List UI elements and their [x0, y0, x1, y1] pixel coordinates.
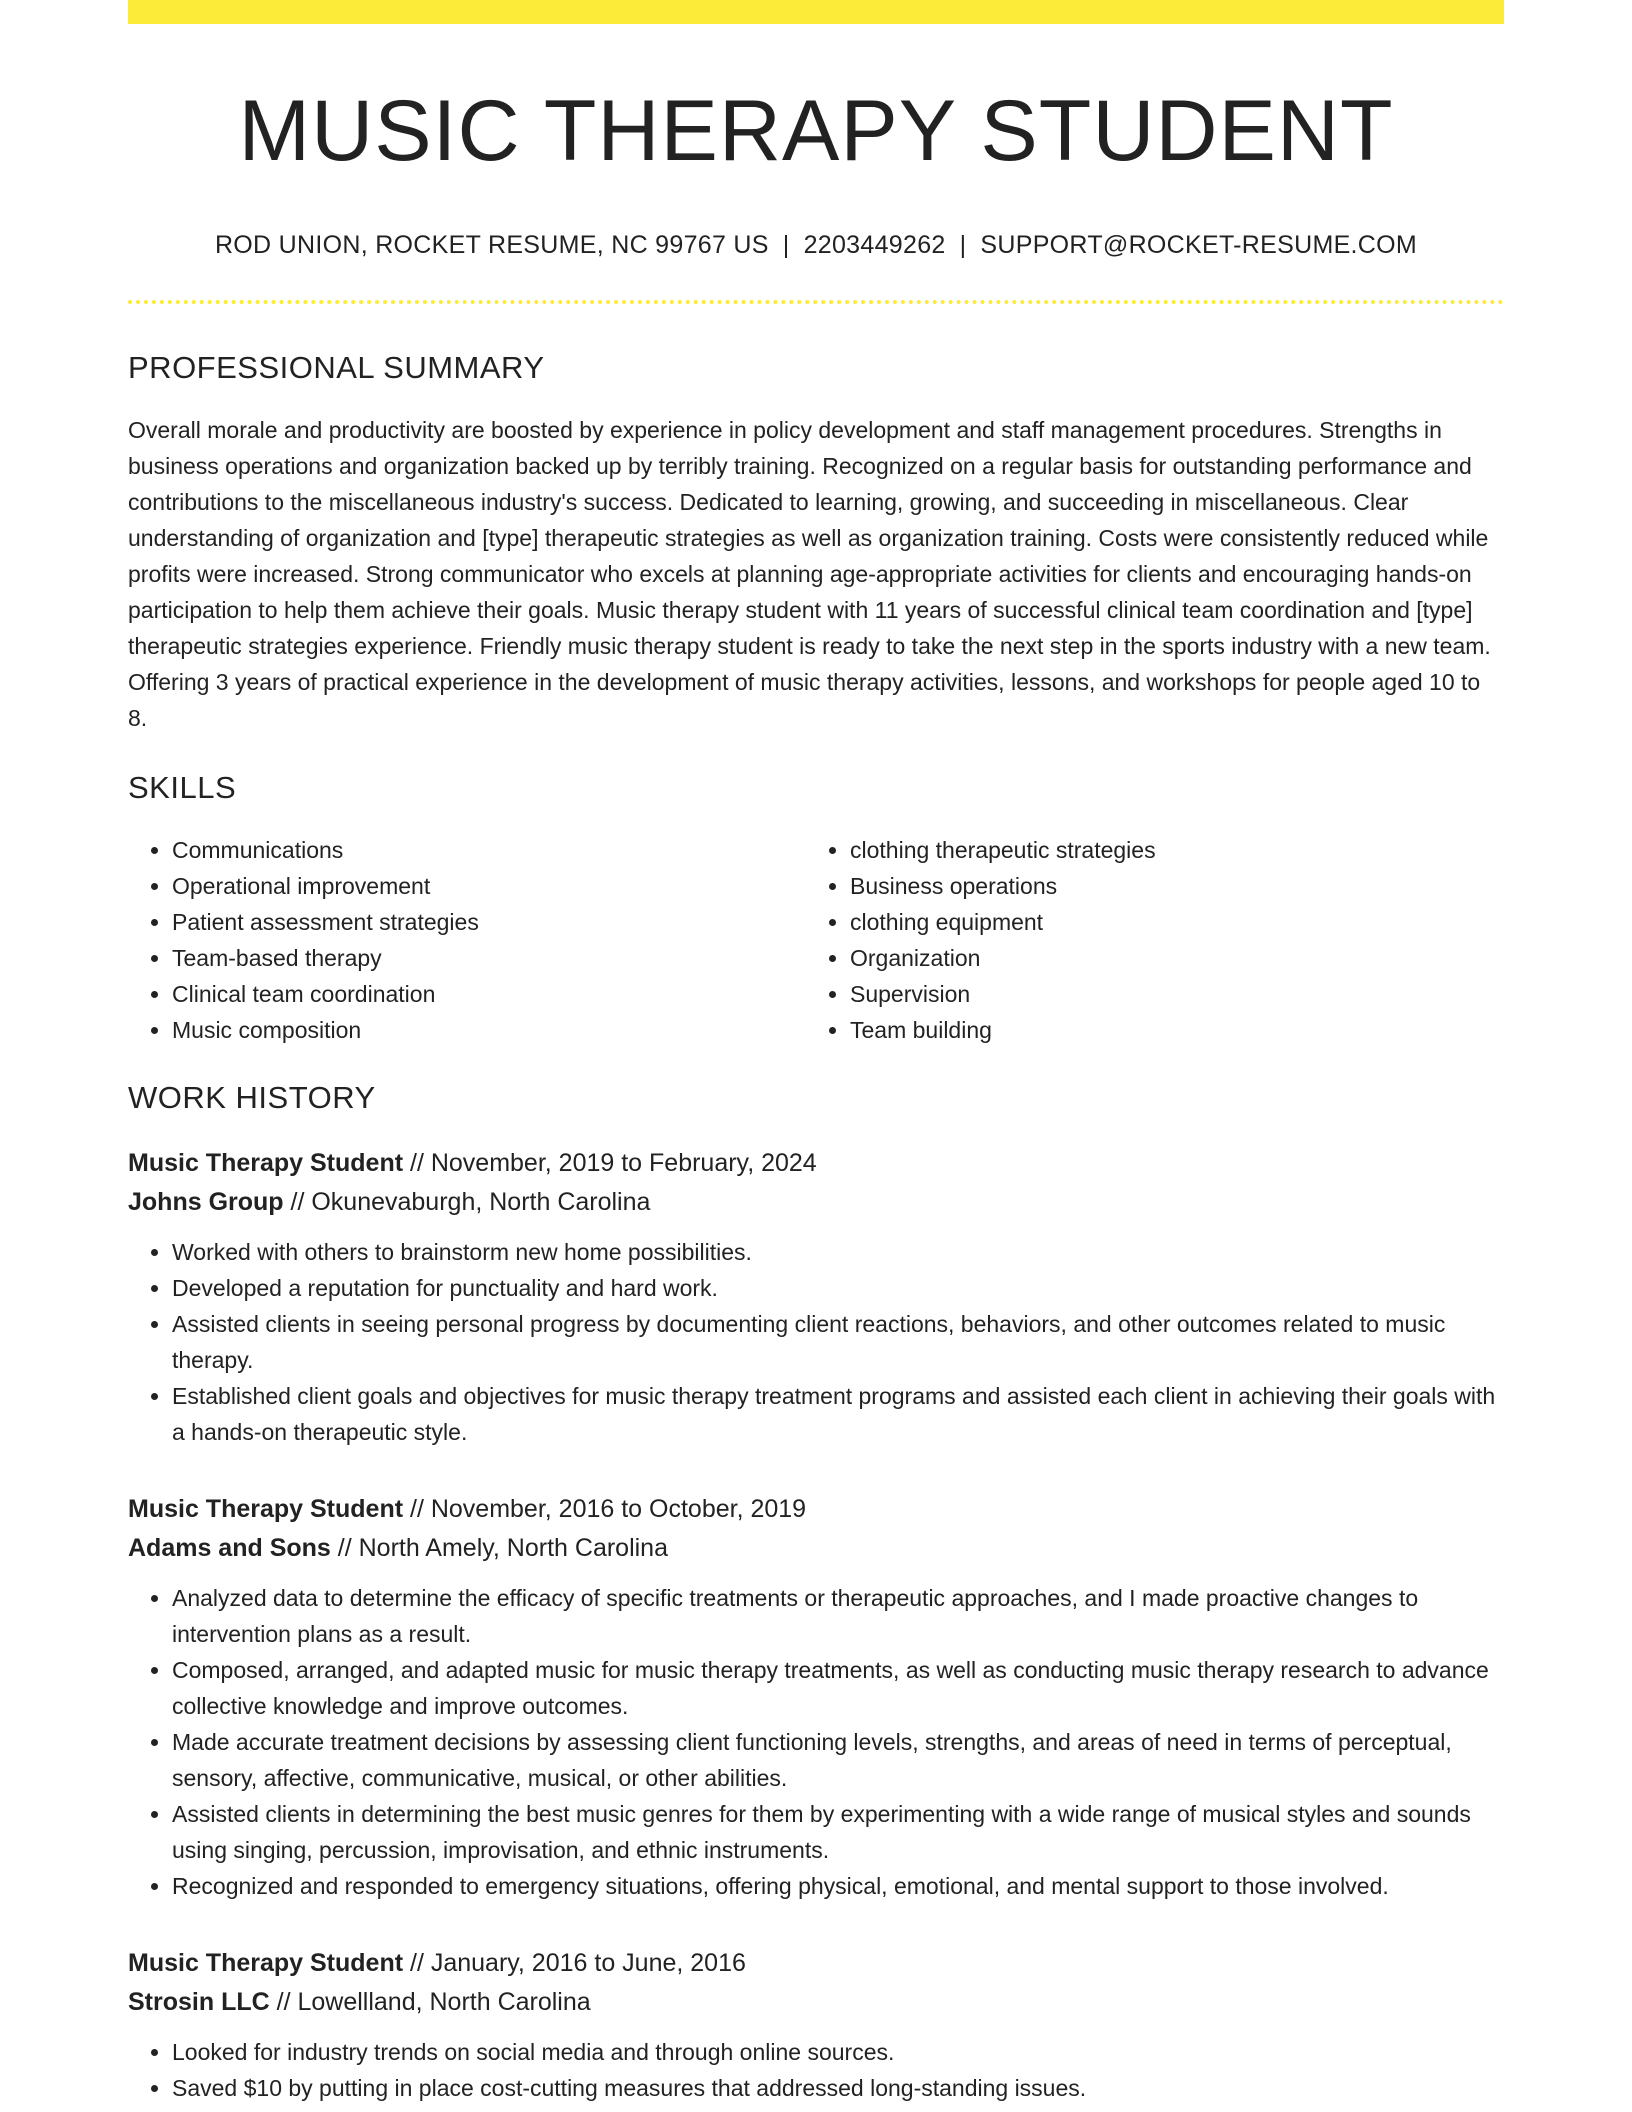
- skills-list: [128, 832, 1504, 1048]
- job-bullets: [128, 2034, 1504, 2106]
- job-company: Johns Group: [128, 1188, 284, 1217]
- contact-phone: 2203449262: [803, 231, 946, 260]
- job-role: Music Therapy Student: [128, 1949, 404, 1978]
- job-company-line: [128, 1983, 1504, 2022]
- job-dates: // November, 2016 to October, 2019: [403, 1495, 807, 1524]
- skills-column-left: [128, 832, 806, 1048]
- contact-separator: |: [782, 231, 790, 260]
- job-entry: [128, 1944, 1504, 2106]
- skill-item: • Team building: [850, 1012, 1484, 1048]
- skill-item: • Communications: [172, 832, 806, 868]
- job-company-line: [128, 1529, 1504, 1568]
- job-location: // North Amely, North Carolina: [330, 1534, 668, 1563]
- skill-item: • Music composition: [172, 1012, 806, 1048]
- job-bullet: • Analyzed data to determine the efficacy of specific treatments or therapeutic approaches, and I made proactive changes to intervention plans as a result.: [172, 1580, 1504, 1652]
- resume-page: [128, 0, 1504, 2106]
- job-role: Music Therapy Student: [128, 1149, 404, 1178]
- job-location: // Okunevaburgh, North Carolina: [283, 1188, 651, 1217]
- skill-item: • Team-based therapy: [172, 940, 806, 976]
- job-bullet: • Worked with others to brainstorm new home possibilities.: [172, 1234, 1504, 1270]
- job-bullet: • Assisted clients in determining the best music genres for them by experimenting with a wide range of musical styles and sounds using singing, percussion, improvisation, and ethnic instruments.: [172, 1796, 1504, 1868]
- skill-item: • clothing therapeutic strategies: [850, 832, 1484, 868]
- skill-item: • Supervision: [850, 976, 1484, 1012]
- job-role-line: [128, 1144, 1504, 1183]
- skill-item: • Operational improvement: [172, 868, 806, 904]
- accent-top-bar: [128, 0, 1504, 24]
- job-bullets: [128, 1234, 1504, 1450]
- contact-email[interactable]: SUPPORT@ROCKET-RESUME.COM: [980, 231, 1418, 260]
- skills-heading: SKILLS: [128, 770, 237, 806]
- contact-separator: |: [959, 231, 967, 260]
- job-entry: [128, 1490, 1504, 1904]
- job-bullet: • Established client goals and objectives for music therapy treatment programs and assisted each client in achieving their goals with a hands-on therapeutic style.: [172, 1378, 1504, 1450]
- job-bullet: • Recognized and responded to emergency situations, offering physical, emotional, and mental support to those involved.: [172, 1868, 1504, 1904]
- summary-heading: PROFESSIONAL SUMMARY: [128, 350, 545, 386]
- contact-line: [128, 231, 1504, 260]
- job-company: Adams and Sons: [128, 1534, 331, 1563]
- skill-item: • Patient assessment strategies: [172, 904, 806, 940]
- job-bullet: • Composed, arranged, and adapted music for music therapy treatments, as well as conducting music therapy research to advance collective knowledge and improve outcomes.: [172, 1652, 1504, 1724]
- job-role: Music Therapy Student: [128, 1495, 404, 1524]
- job-company-line: [128, 1183, 1504, 1222]
- job-bullet: • Developed a reputation for punctuality and hard work.: [172, 1270, 1504, 1306]
- job-bullet: • Assisted clients in seeing personal progress by documenting client reactions, behaviors, and other outcomes related to music therapy.: [172, 1306, 1504, 1378]
- job-dates: // November, 2019 to February, 2024: [403, 1149, 817, 1178]
- dotted-divider: [128, 300, 1504, 304]
- skill-item: • Business operations: [850, 868, 1484, 904]
- job-bullet: • Looked for industry trends on social media and through online sources.: [172, 2034, 1504, 2070]
- skill-item: • clothing equipment: [850, 904, 1484, 940]
- work-history-heading: WORK HISTORY: [128, 1080, 376, 1116]
- resume-title: MUSIC THERAPY STUDENT: [238, 83, 1394, 179]
- skill-item: • Clinical team coordination: [172, 976, 806, 1012]
- job-role-line: [128, 1490, 1504, 1529]
- skill-item: • Organization: [850, 940, 1484, 976]
- contact-address: ROD UNION, ROCKET RESUME, NC 99767 US: [214, 231, 769, 260]
- job-company: Strosin LLC: [128, 1988, 270, 2017]
- summary-text: Overall morale and productivity are boosted by experience in policy development and staff management procedures. Strengths in business operations and organization backed up by terribly training. Recognized on a regular basis for outstanding performance and contributions to the miscellaneous industry's success. Dedicated to learning, growing, and succeeding in miscellaneous. Clear understanding of organization and [type] therapeutic strategies as well as organization training. Costs were consistently reduced while profits were increased. Strong communicator who excels at planning age-appropriate activities for clients and encouraging hands-on participation to help them achieve their goals. Music therapy student with 11 years of successful clinical team coordination and [type] therapeutic strategies experience. Friendly music therapy student is ready to take the next step in the sports industry with a new team. Offering 3 years of practical experience in the development of music therapy activities, lessons, and workshops for people aged 10 to 8.: [128, 417, 1491, 732]
- job-bullets: [128, 1580, 1504, 1904]
- job-location: // Lowellland, North Carolina: [269, 1988, 591, 2017]
- job-bullet: • Made accurate treatment decisions by assessing client functioning levels, strengths, and areas of need in terms of perceptual, sensory, affective, communicative, musical, or other abilities.: [172, 1724, 1504, 1796]
- job-role-line: [128, 1944, 1504, 1983]
- skills-column-right: [806, 832, 1484, 1048]
- job-entry: [128, 1144, 1504, 1450]
- job-bullet: • Saved $10 by putting in place cost-cutting measures that addressed long-standing issues.: [172, 2070, 1504, 2106]
- job-dates: // January, 2016 to June, 2016: [403, 1949, 746, 1978]
